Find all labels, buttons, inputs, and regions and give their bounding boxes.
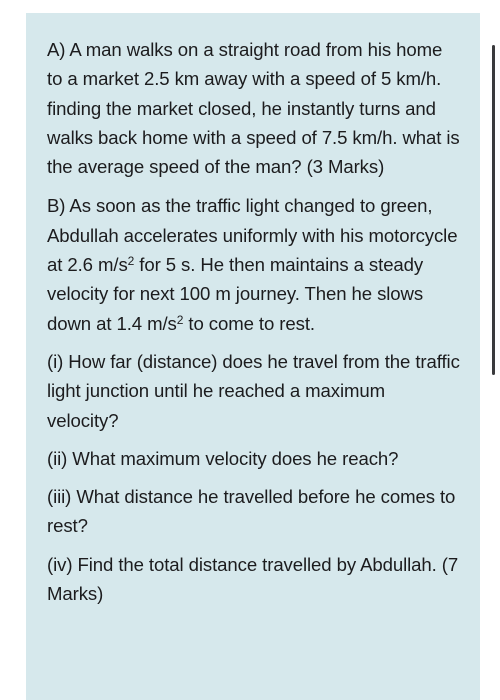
part-b-text-1: B) As soon as the traffic light changed to green, Abdullah accelerates uniformly with his motorcycle at 2.6 m/s <box>47 195 458 276</box>
question-card <box>26 13 480 700</box>
question-sub-iv: (iv) Find the total distance travelled by Abdullah. (7 Marks) <box>47 553 459 605</box>
question-part-a: A) A man walks on a straight road from his home to a market 2.5 km away with a speed of 5 km/h. finding the market closed, he instantly turns and walks back home with a speed of 7.5 km/h. what is the average speed of the man? (3 Marks) <box>47 39 460 178</box>
question-part-b-intro <box>47 191 460 337</box>
question-sub-iii: (iii) What distance he travelled before he comes to rest? <box>47 486 456 537</box>
question-sub-ii: (ii) What maximum velocity does he reach? <box>47 447 399 469</box>
part-b-superscript-2: 2 <box>176 312 184 327</box>
vertical-scrollbar[interactable] <box>492 45 495 375</box>
question-sub-i: (i) How far (distance) does he travel from the traffic light junction until he reached a maximum velocity? <box>47 350 460 431</box>
part-b-superscript-1: 2 <box>127 254 135 269</box>
part-b-text-2: for 5 s. He then maintains a steady velocity for next 100 m journey. Then he slows down at 1.4 m/s <box>47 254 424 334</box>
part-b-text-3: to come to rest. <box>183 312 315 334</box>
